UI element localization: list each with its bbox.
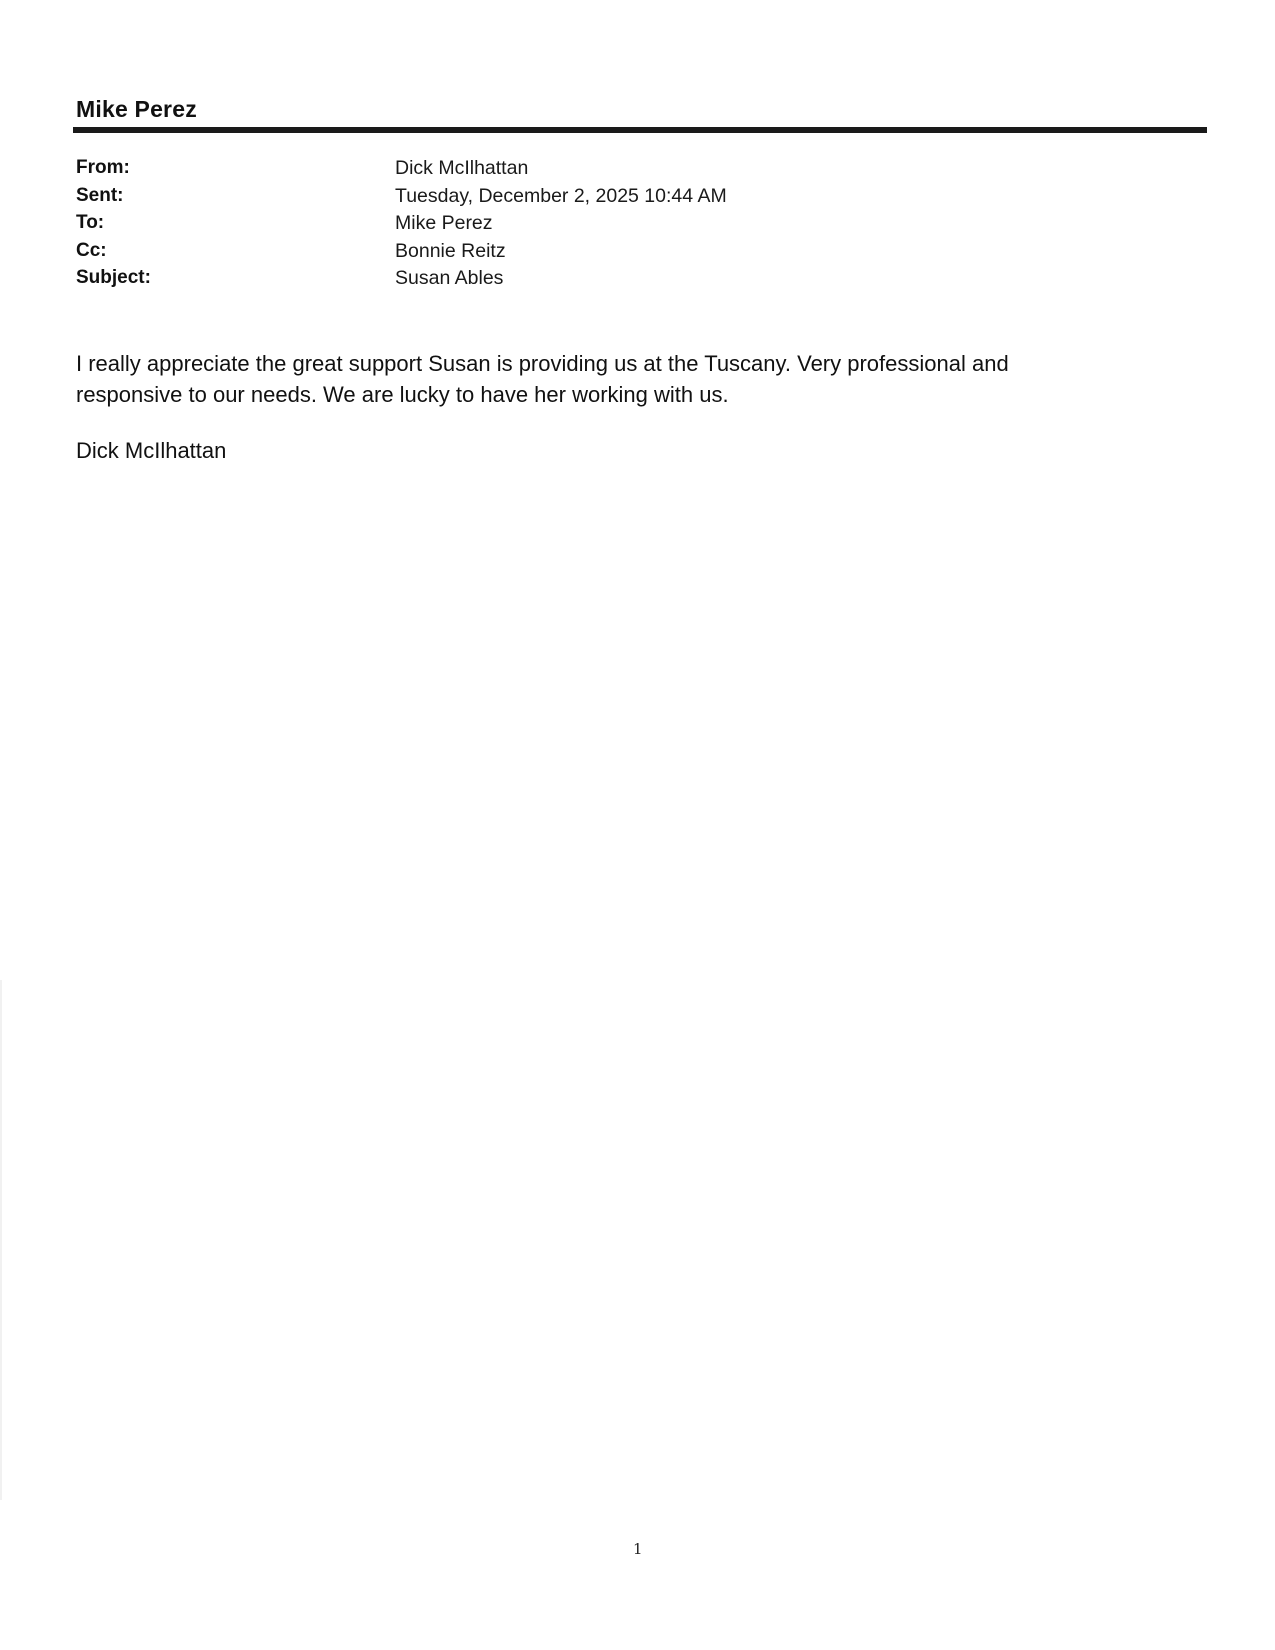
cc-value: Bonnie Reitz — [395, 239, 506, 262]
to-row — [76, 212, 976, 240]
scan-edge-artifact — [0, 980, 2, 1500]
body-line-2: responsive to our needs. We are lucky to have her working with us. — [76, 382, 729, 407]
to-label: To: — [76, 212, 105, 233]
page-number: 1 — [633, 1540, 643, 1558]
email-body — [76, 348, 1156, 410]
sent-row — [76, 185, 976, 213]
email-signature: Dick McIlhattan — [76, 438, 227, 463]
header-divider — [73, 127, 1207, 133]
cc-label: Cc: — [76, 239, 107, 261]
from-row — [76, 157, 976, 185]
mailbox-owner-name: Mike Perez — [76, 96, 197, 122]
from-value: Dick McIlhattan — [395, 157, 529, 179]
sent-label: Sent: — [76, 184, 124, 206]
subject-row — [76, 267, 976, 295]
to-value: Mike Perez — [395, 212, 493, 234]
subject-label: Subject: — [76, 267, 151, 288]
email-header-fields — [76, 157, 976, 295]
subject-value: Susan Ables — [395, 267, 504, 289]
from-label: From: — [76, 157, 130, 178]
body-line-1: I really appreciate the great support Susan is providing us at the Tuscany. Very professional and — [76, 351, 1009, 376]
sent-value: Tuesday, December 2, 2025 10:44 AM — [395, 184, 727, 207]
cc-row — [76, 240, 976, 268]
